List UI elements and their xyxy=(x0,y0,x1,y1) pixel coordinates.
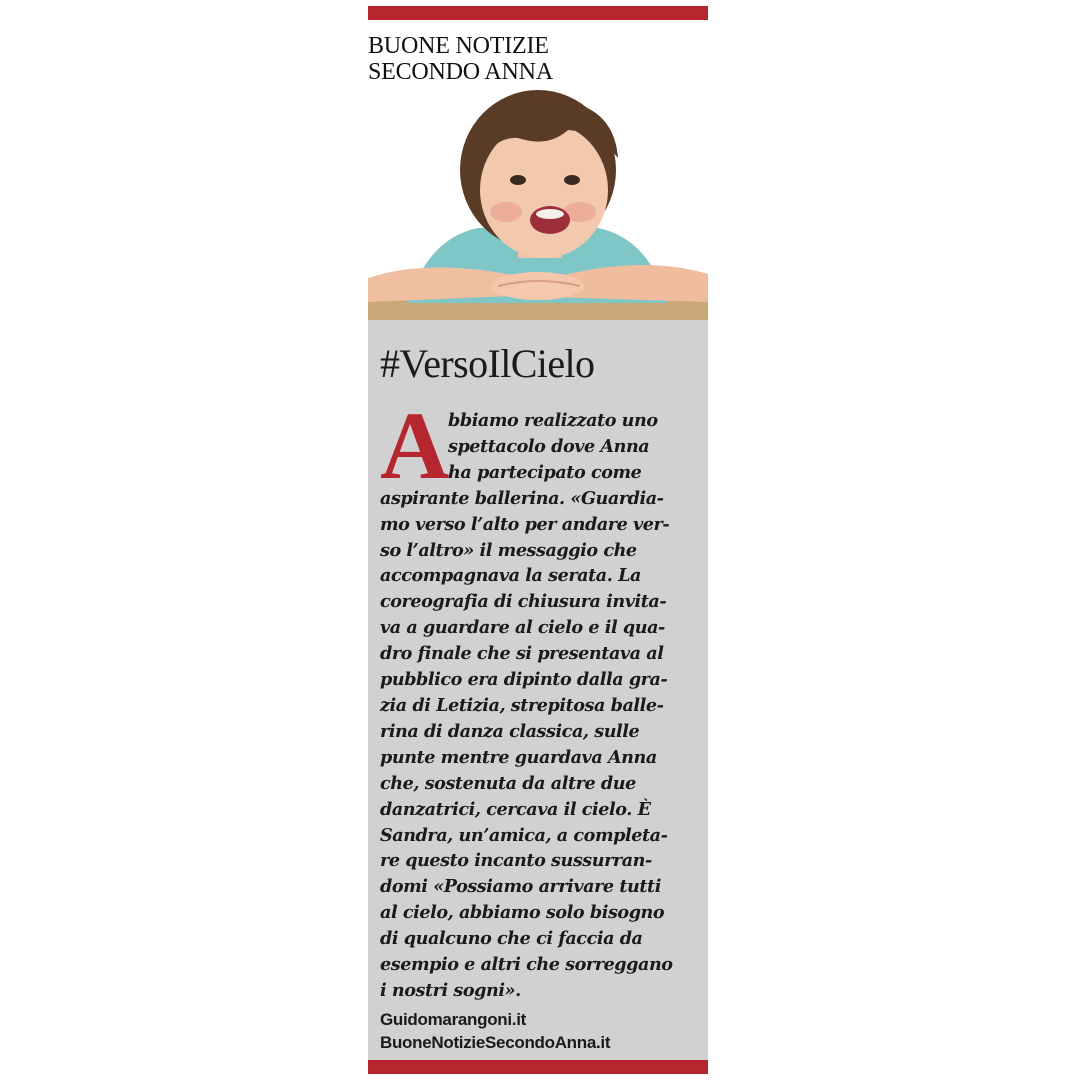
article-line: mo verso l’alto per andare ver- xyxy=(380,513,670,535)
article-line: spettacolo dove Anna xyxy=(448,435,650,457)
child-photo xyxy=(368,88,708,320)
article-line: Sandra, un’amica, a completa- xyxy=(380,824,668,846)
article-line: danzatrici, cercava il cielo. È xyxy=(380,798,651,820)
article-line: ha partecipato come xyxy=(448,461,642,483)
column-box xyxy=(368,6,708,1074)
top-red-rule xyxy=(368,6,708,20)
article-line: va a guardare al cielo e il qua- xyxy=(380,617,665,639)
child-face xyxy=(480,122,608,258)
footer-links xyxy=(380,1008,700,1054)
article-line: esempio e altri che sorreggano xyxy=(380,954,673,976)
article-line: punte mentre guardava Anna xyxy=(380,746,657,768)
article-panel xyxy=(368,320,708,1060)
article-line: domi «Possiamo arrivare tutti xyxy=(380,876,661,898)
article-line: aspirante ballerina. «Guardia- xyxy=(380,487,664,509)
article-line: di qualcuno che ci faccia da xyxy=(380,928,643,950)
site-link-buonenotizie[interactable]: BuoneNotizieSecondoAnna.it xyxy=(380,1033,611,1052)
article-line: rina di danza classica, sulle xyxy=(380,720,640,742)
kicker-line-2: SECONDO ANNA xyxy=(368,59,553,85)
drop-cap: A xyxy=(380,392,450,499)
article-line: dro finale che si presentava al xyxy=(380,643,664,665)
article-line: accompagnava la serata. La xyxy=(380,565,641,587)
site-link-guidomarangoni[interactable]: Guidomarangoni.it xyxy=(380,1010,527,1029)
headline: #VersoIlCielo xyxy=(380,341,595,386)
bottom-red-rule xyxy=(368,1060,708,1074)
article-line: so l’altro» il messaggio che xyxy=(380,539,637,561)
article-line: coreografia di chiusura invita- xyxy=(380,591,667,613)
article-line: bbiamo realizzato uno xyxy=(448,410,658,431)
article-body xyxy=(380,392,696,1004)
article-line: zia di Letizia, strepitosa balle- xyxy=(380,694,664,716)
article-line: i nostri sogni». xyxy=(380,979,521,1001)
article-line: che, sostenuta da altre due xyxy=(380,772,636,794)
child-illustration xyxy=(368,88,708,320)
kicker-line-1: BUONE NOTIZIE xyxy=(368,33,549,59)
article-line: pubblico era dipinto dalla gra- xyxy=(380,669,668,691)
article-line: al cielo, abbiamo solo bisogno xyxy=(380,902,665,924)
article-line: re questo incanto sussurran- xyxy=(380,850,652,872)
kicker xyxy=(368,33,708,85)
